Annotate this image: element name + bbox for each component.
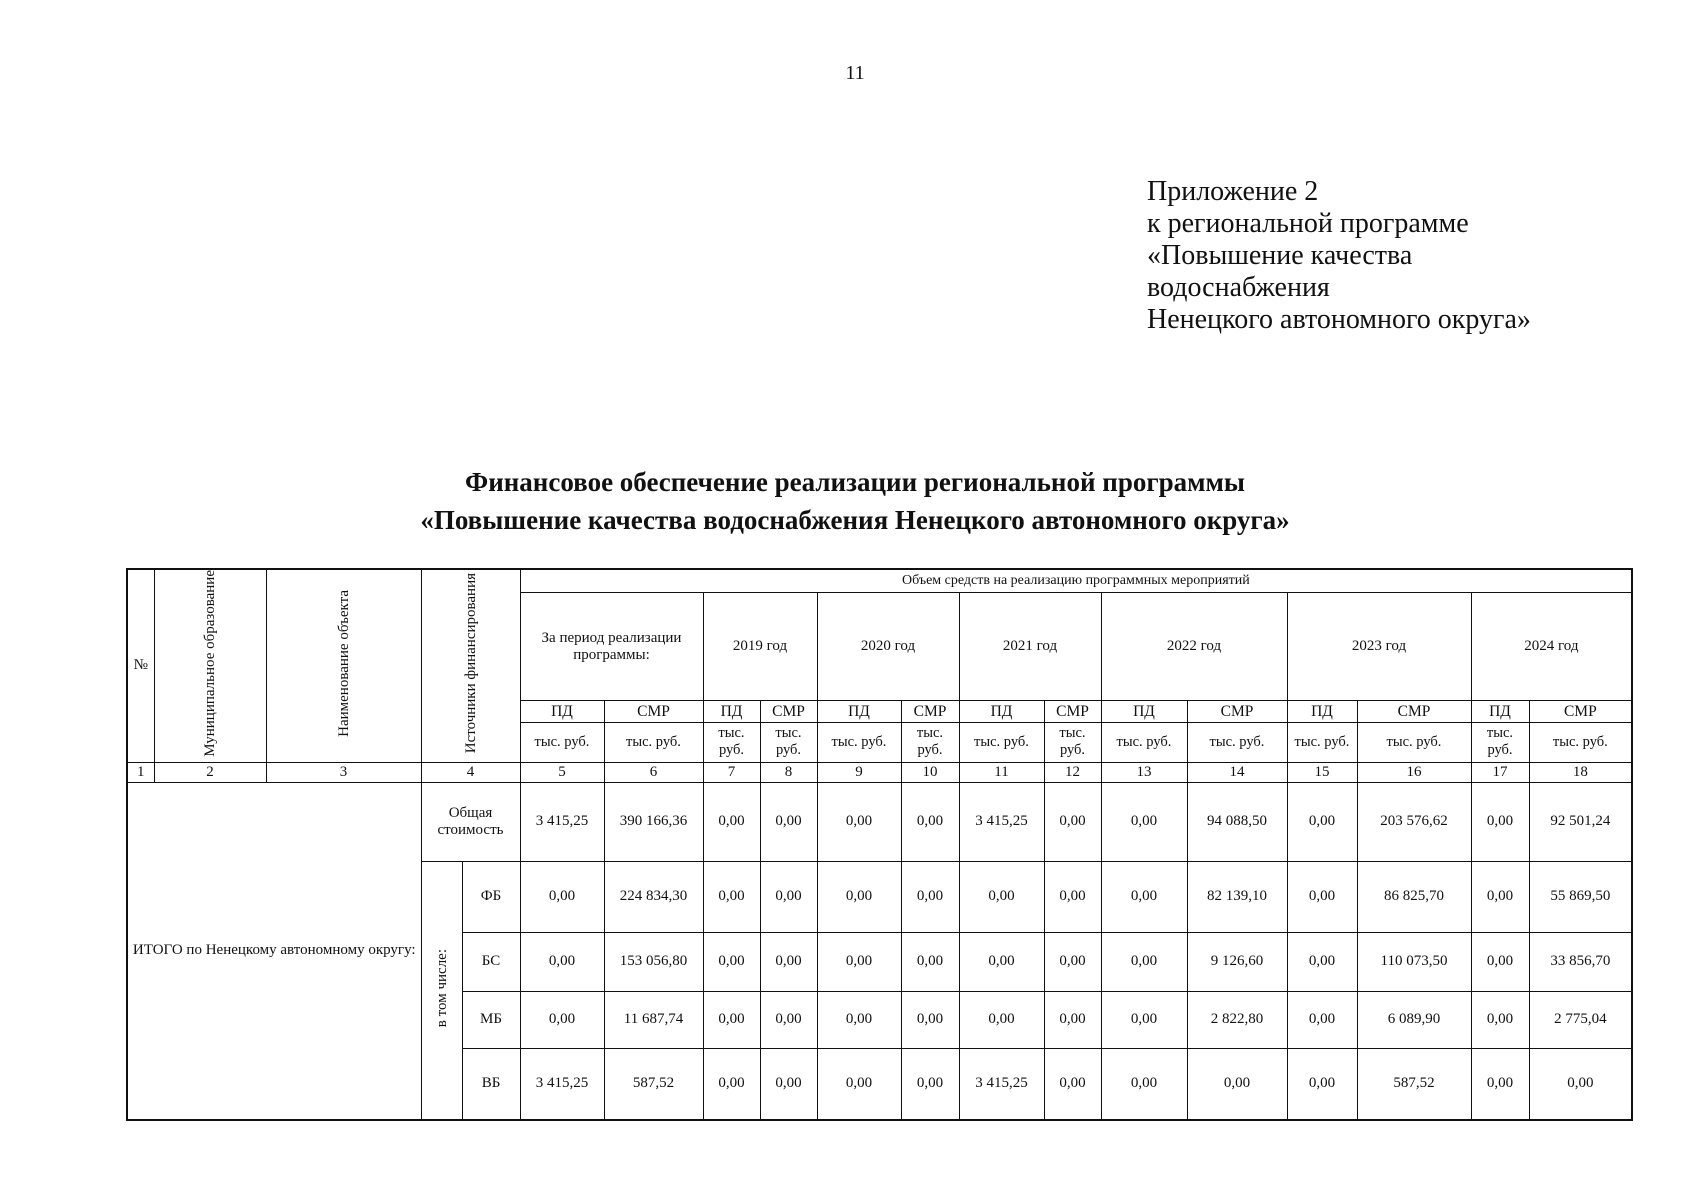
header-period: За период реализации программы:	[520, 592, 703, 701]
column-number: 3	[266, 762, 421, 782]
value-cell: 0,00	[1471, 991, 1529, 1048]
value-cell: 0,00	[703, 861, 760, 932]
header-volume: Объем средств на реализацию программных мероприятий	[520, 569, 1632, 592]
value-cell: 0,00	[901, 1048, 959, 1120]
value-cell: 0,00	[760, 861, 817, 932]
header-smr: СМР	[901, 701, 959, 723]
value-cell: 0,00	[1287, 782, 1357, 861]
column-number: 4	[421, 762, 520, 782]
value-cell: 9 126,60	[1187, 932, 1287, 991]
value-cell: 0,00	[520, 861, 604, 932]
column-number: 8	[760, 762, 817, 782]
value-cell: 6 089,90	[1357, 991, 1471, 1048]
value-cell: 0,00	[1287, 932, 1357, 991]
header-pd: ПД	[1471, 701, 1529, 723]
header-year: 2021 год	[959, 592, 1101, 701]
value-cell: 0,00	[760, 932, 817, 991]
value-cell: 2 775,04	[1529, 991, 1632, 1048]
value-cell: 3 415,25	[520, 782, 604, 861]
value-cell: 153 056,80	[604, 932, 703, 991]
table-row	[127, 782, 1632, 861]
value-cell: 0,00	[1287, 991, 1357, 1048]
appendix-line: «Повышение качества	[1147, 240, 1413, 271]
value-cell: 0,00	[1044, 861, 1101, 932]
value-cell: 0,00	[520, 991, 604, 1048]
value-cell: 0,00	[1287, 1048, 1357, 1120]
header-smr: СМР	[1187, 701, 1287, 723]
header-unit: тыс. руб.	[1471, 722, 1529, 762]
column-number: 9	[817, 762, 901, 782]
value-cell: 11 687,74	[604, 991, 703, 1048]
header-year: 2022 год	[1101, 592, 1287, 701]
value-cell: 33 856,70	[1529, 932, 1632, 991]
column-number: 7	[703, 762, 760, 782]
header-object: Наименование объекта	[335, 589, 352, 737]
header-unit: тыс. руб.	[604, 722, 703, 762]
value-cell: 82 139,10	[1187, 861, 1287, 932]
value-cell: 0,00	[817, 782, 901, 861]
value-cell: 0,00	[703, 932, 760, 991]
value-cell: 0,00	[1187, 1048, 1287, 1120]
value-cell: 3 415,25	[959, 782, 1044, 861]
header-smr: СМР	[1529, 701, 1632, 723]
header-unit: тыс. руб.	[901, 722, 959, 762]
header-pd: ПД	[703, 701, 760, 723]
header-unit: тыс. руб.	[760, 722, 817, 762]
value-cell: 0,00	[1101, 991, 1187, 1048]
header-unit: тыс. руб.	[817, 722, 901, 762]
value-cell: 0,00	[1101, 782, 1187, 861]
value-cell: 0,00	[1044, 1048, 1101, 1120]
header-unit: тыс. руб.	[1287, 722, 1357, 762]
value-cell: 55 869,50	[1529, 861, 1632, 932]
source-cell: БС	[462, 932, 520, 991]
header-unit: тыс. руб.	[703, 722, 760, 762]
appendix-line: Приложение 2	[1147, 176, 1319, 207]
value-cell: 390 166,36	[604, 782, 703, 861]
value-cell: 0,00	[1287, 861, 1357, 932]
header-smr: СМР	[760, 701, 817, 723]
header-unit: тыс. руб.	[1357, 722, 1471, 762]
document-title	[0, 463, 1693, 539]
column-number: 1	[127, 762, 154, 782]
value-cell: 3 415,25	[959, 1048, 1044, 1120]
value-cell: 0,00	[1471, 1048, 1529, 1120]
value-cell: 0,00	[703, 991, 760, 1048]
source-cell: ФБ	[462, 861, 520, 932]
header-year: 2023 год	[1287, 592, 1471, 701]
value-cell: 0,00	[703, 1048, 760, 1120]
title-line-1: Финансовое обеспечение реализации региональной программы	[465, 467, 1245, 497]
value-cell: 0,00	[1101, 1048, 1187, 1120]
value-cell: 0,00	[817, 1048, 901, 1120]
value-cell: 2 822,80	[1187, 991, 1287, 1048]
column-number: 15	[1287, 762, 1357, 782]
value-cell: 0,00	[1044, 932, 1101, 991]
value-cell: 0,00	[817, 991, 901, 1048]
header-unit: тыс. руб.	[520, 722, 604, 762]
header-pd: ПД	[520, 701, 604, 723]
value-cell: 0,00	[817, 932, 901, 991]
financing-table	[126, 568, 1633, 1121]
value-cell: 0,00	[760, 991, 817, 1048]
value-cell: 203 576,62	[1357, 782, 1471, 861]
header-year: 2019 год	[703, 592, 817, 701]
value-cell: 92 501,24	[1529, 782, 1632, 861]
header-unit: тыс. руб.	[1044, 722, 1101, 762]
appendix-line: водоснабжения	[1147, 272, 1330, 303]
source-cell: МБ	[462, 991, 520, 1048]
column-number: 17	[1471, 762, 1529, 782]
value-cell: 0,00	[901, 782, 959, 861]
value-cell: 110 073,50	[1357, 932, 1471, 991]
page-number: 11	[845, 62, 865, 84]
column-number: 5	[520, 762, 604, 782]
header-unit: тыс. руб.	[959, 722, 1044, 762]
value-cell: 0,00	[1471, 782, 1529, 861]
value-cell: 0,00	[959, 861, 1044, 932]
column-number: 2	[154, 762, 266, 782]
value-cell: 0,00	[760, 1048, 817, 1120]
value-cell: 0,00	[959, 991, 1044, 1048]
header-smr: СМР	[1044, 701, 1101, 723]
column-number: 16	[1357, 762, 1471, 782]
value-cell: 0,00	[1044, 991, 1101, 1048]
header-unit: тыс. руб.	[1187, 722, 1287, 762]
value-cell: 0,00	[959, 932, 1044, 991]
value-cell: 587,52	[1357, 1048, 1471, 1120]
column-number: 11	[959, 762, 1044, 782]
value-cell: 0,00	[1529, 1048, 1632, 1120]
value-cell: 0,00	[901, 861, 959, 932]
header-number: №	[127, 569, 154, 762]
value-cell: 86 825,70	[1357, 861, 1471, 932]
value-cell: 0,00	[703, 782, 760, 861]
column-number: 6	[604, 762, 703, 782]
header-municipality: Муниципальное образование	[202, 570, 218, 757]
value-cell: 0,00	[1044, 782, 1101, 861]
header-year: 2020 год	[817, 592, 959, 701]
header-unit: тыс. руб.	[1101, 722, 1187, 762]
appendix-line: Ненецкого автономного округа»	[1147, 304, 1531, 335]
source-cell: Общая стоимость	[421, 782, 520, 861]
column-number: 13	[1101, 762, 1187, 782]
column-number: 12	[1044, 762, 1101, 782]
value-cell: 0,00	[1101, 861, 1187, 932]
header-smr: СМР	[604, 701, 703, 723]
header-pd: ПД	[1101, 701, 1187, 723]
total-label: ИТОГО по Ненецкому автономному округу:	[127, 782, 421, 1120]
value-cell: 0,00	[901, 932, 959, 991]
header-pd: ПД	[959, 701, 1044, 723]
header-sources: Источники финансирования	[462, 573, 479, 754]
value-cell: 0,00	[760, 782, 817, 861]
value-cell: 0,00	[1471, 861, 1529, 932]
value-cell: 224 834,30	[604, 861, 703, 932]
appendix-block	[1147, 176, 1531, 336]
value-cell: 94 088,50	[1187, 782, 1287, 861]
in-total-label: в том числе:	[433, 948, 450, 1027]
column-number: 14	[1187, 762, 1287, 782]
value-cell: 0,00	[1471, 932, 1529, 991]
column-number: 10	[901, 762, 959, 782]
header-unit: тыс. руб.	[1529, 722, 1632, 762]
value-cell: 587,52	[604, 1048, 703, 1120]
header-pd: ПД	[1287, 701, 1357, 723]
source-cell: ВБ	[462, 1048, 520, 1120]
value-cell: 0,00	[520, 932, 604, 991]
title-line-2: «Повышение качества водоснабжения Ненецкого автономного округа»	[420, 505, 1290, 535]
column-number: 18	[1529, 762, 1632, 782]
value-cell: 3 415,25	[520, 1048, 604, 1120]
appendix-line: к региональной программе	[1147, 208, 1469, 239]
header-year: 2024 год	[1471, 592, 1632, 701]
header-pd: ПД	[817, 701, 901, 723]
value-cell: 0,00	[1101, 932, 1187, 991]
value-cell: 0,00	[817, 861, 901, 932]
header-smr: СМР	[1357, 701, 1471, 723]
value-cell: 0,00	[901, 991, 959, 1048]
